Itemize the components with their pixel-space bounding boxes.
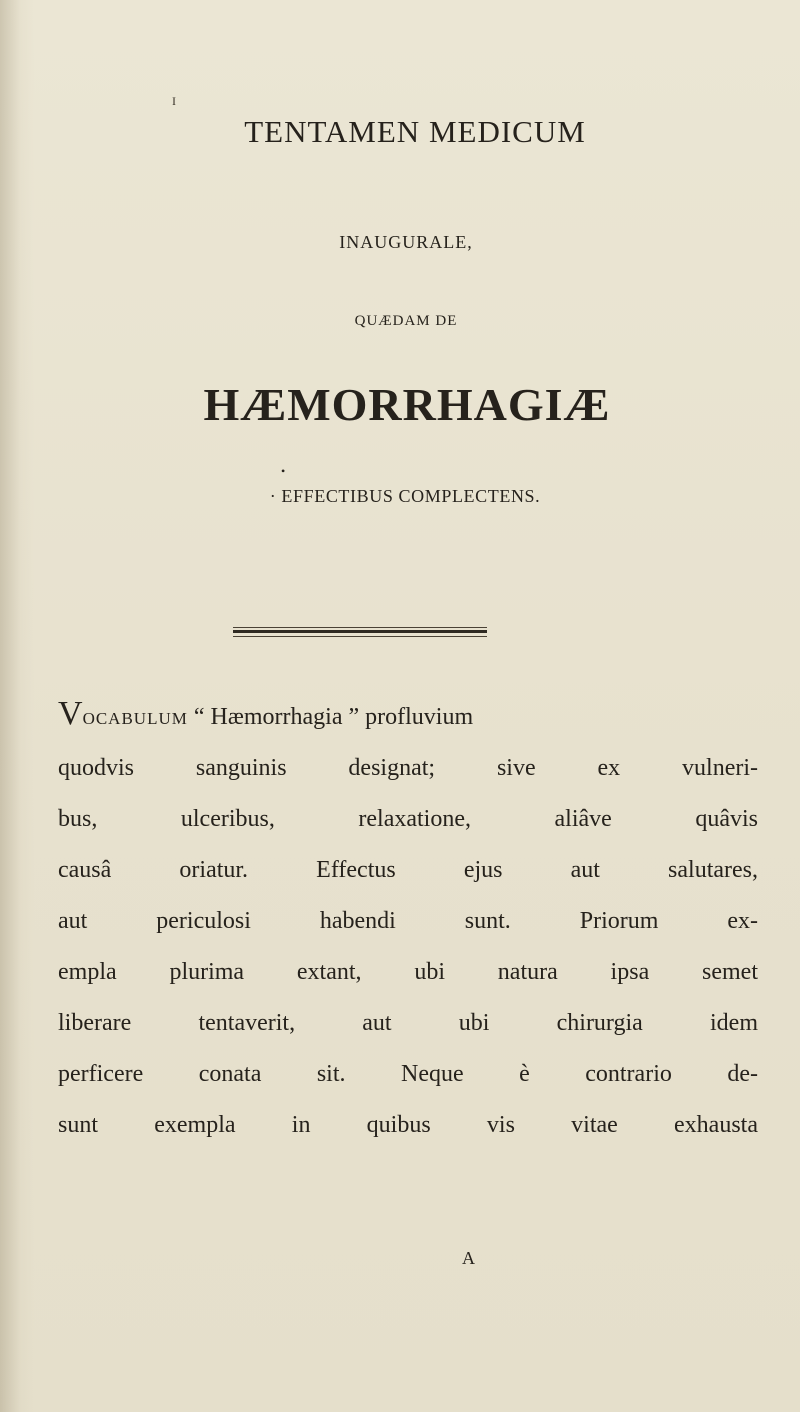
subtitle-quaedam-de: QUÆDAM DE bbox=[354, 313, 458, 329]
divider-rule-bottom bbox=[233, 636, 487, 637]
body-line: causâ oriatur. Effectus ejus aut salutares, bbox=[58, 857, 758, 883]
first-word-smallcaps: OCABULUM bbox=[82, 709, 188, 728]
body-line: perficere conata sit. Neque è contrario de- bbox=[58, 1061, 758, 1087]
body-line: bus, ulceribus, relaxatione, aliâve quâvis bbox=[58, 806, 758, 832]
page-mark: I bbox=[172, 94, 176, 108]
body-line: empla plurima extant, ubi natura ipsa semet bbox=[58, 959, 758, 985]
body-line: liberare tentaverit, aut ubi chirurgia idem bbox=[58, 1010, 758, 1036]
signature-mark: A bbox=[462, 1248, 475, 1268]
page-edge-shadow bbox=[0, 0, 34, 1412]
body-line: aut periculosi habendi sunt. Priorum ex- bbox=[58, 908, 758, 934]
body-line-1 bbox=[58, 692, 758, 743]
ornament-dot: • bbox=[281, 464, 286, 478]
divider-rule-top bbox=[233, 627, 487, 628]
divider-rule-middle bbox=[233, 630, 487, 633]
subtitle-effectibus: · EFFECTIBUS COMPLECTENS. bbox=[269, 486, 541, 506]
body-line: quodvis sanguinis designat; sive ex vulneri- bbox=[58, 755, 758, 781]
page-title: TENTAMEN MEDICUM bbox=[244, 114, 586, 149]
main-title: HÆMORRHAGIÆ bbox=[203, 379, 611, 430]
drop-cap: V bbox=[58, 695, 83, 732]
body-paragraph bbox=[58, 692, 758, 1151]
body-line: sunt exempla in quibus vis vitae exhausta bbox=[58, 1112, 758, 1138]
subtitle-inaugurale: INAUGURALE, bbox=[339, 232, 473, 252]
first-line-rest: “ Hæmorrhagia ” profluvium bbox=[193, 704, 474, 730]
